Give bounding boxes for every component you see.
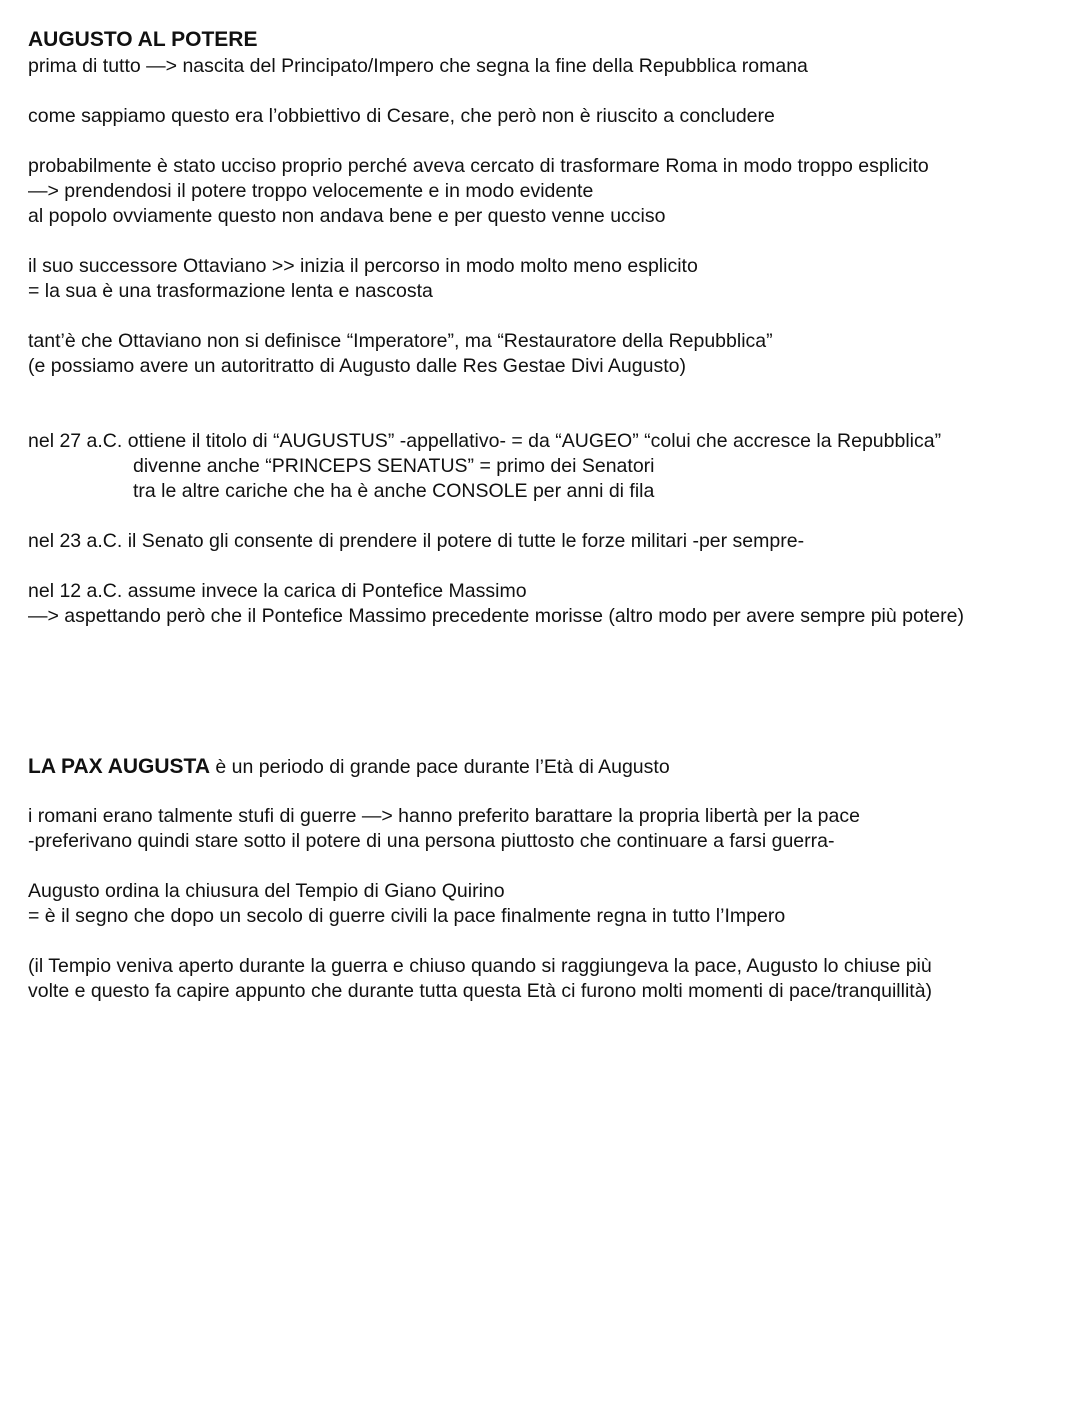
text-line: tant’è che Ottaviano non si definisce “Imperatore”, ma “Restauratore della Repubblica” xyxy=(28,330,773,352)
text-line: nel 12 a.C. assume invece la carica di Pontefice Massimo xyxy=(28,580,527,602)
text-line: nel 27 a.C. ottiene il titolo di “AUGUSTUS” -appellativo- = da “AUGEO” “colui che accresce la Repubblica” xyxy=(28,430,942,452)
text-line: i romani erano talmente stufi di guerre —> hanno preferito barattare la propria libertà per la pace xyxy=(28,805,860,827)
text-line: probabilmente è stato ucciso proprio perché aveva cercato di trasformare Roma in modo troppo esplicito xyxy=(28,155,929,177)
section-title-rest: è un periodo di grande pace durante l’Età di Augusto xyxy=(210,756,670,778)
text-line: -preferivano quindi stare sotto il potere di una persona piuttosto che continuare a farsi guerra- xyxy=(28,830,835,852)
section-heading-pax-augusta xyxy=(28,754,1068,779)
text-line: il suo successore Ottaviano >> inizia il percorso in modo molto meno esplicito xyxy=(28,255,698,277)
text-line: (il Tempio veniva aperto durante la guerra e chiuso quando si raggiungeva la pace, Augusto lo chiuse più xyxy=(28,955,932,977)
text-line: al popolo ovviamente questo non andava bene e per questo venne ucciso xyxy=(28,205,666,227)
text-line: Augusto ordina la chiusura del Tempio di Giano Quirino xyxy=(28,880,505,902)
text-line: come sappiamo questo era l’obbiettivo di Cesare, che però non è riuscito a concludere xyxy=(28,105,775,127)
section-title-augusto: AUGUSTO AL POTERE xyxy=(28,28,258,51)
document-page xyxy=(28,26,1068,1004)
indented-text-line: divenne anche “PRINCEPS SENATUS” = primo dei Senatori xyxy=(133,455,655,477)
text-line: volte e questo fa capire appunto che durante tutta questa Età ci furono molti momenti di pace/tranquillità) xyxy=(28,980,933,1002)
text-line: nel 23 a.C. il Senato gli consente di prendere il potere di tutte le forze militari -per sempre- xyxy=(28,530,805,552)
text-line: (e possiamo avere un autoritratto di Augusto dalle Res Gestae Divi Augusto) xyxy=(28,355,686,377)
text-line: prima di tutto —> nascita del Principato/Impero che segna la fine della Repubblica romana xyxy=(28,55,808,77)
section-title-pax-augusta: LA PAX AUGUSTA xyxy=(28,755,210,778)
text-line: —> aspettando però che il Pontefice Massimo precedente morisse (altro modo per avere sempre più potere) xyxy=(28,605,964,627)
indented-text-line: tra le altre cariche che ha è anche CONSOLE per anni di fila xyxy=(133,480,655,502)
text-line: = è il segno che dopo un secolo di guerre civili la pace finalmente regna in tutto l’Impero xyxy=(28,905,786,927)
text-line: —> prendendosi il potere troppo velocemente e in modo evidente xyxy=(28,180,594,202)
text-line: = la sua è una trasformazione lenta e nascosta xyxy=(28,280,433,302)
